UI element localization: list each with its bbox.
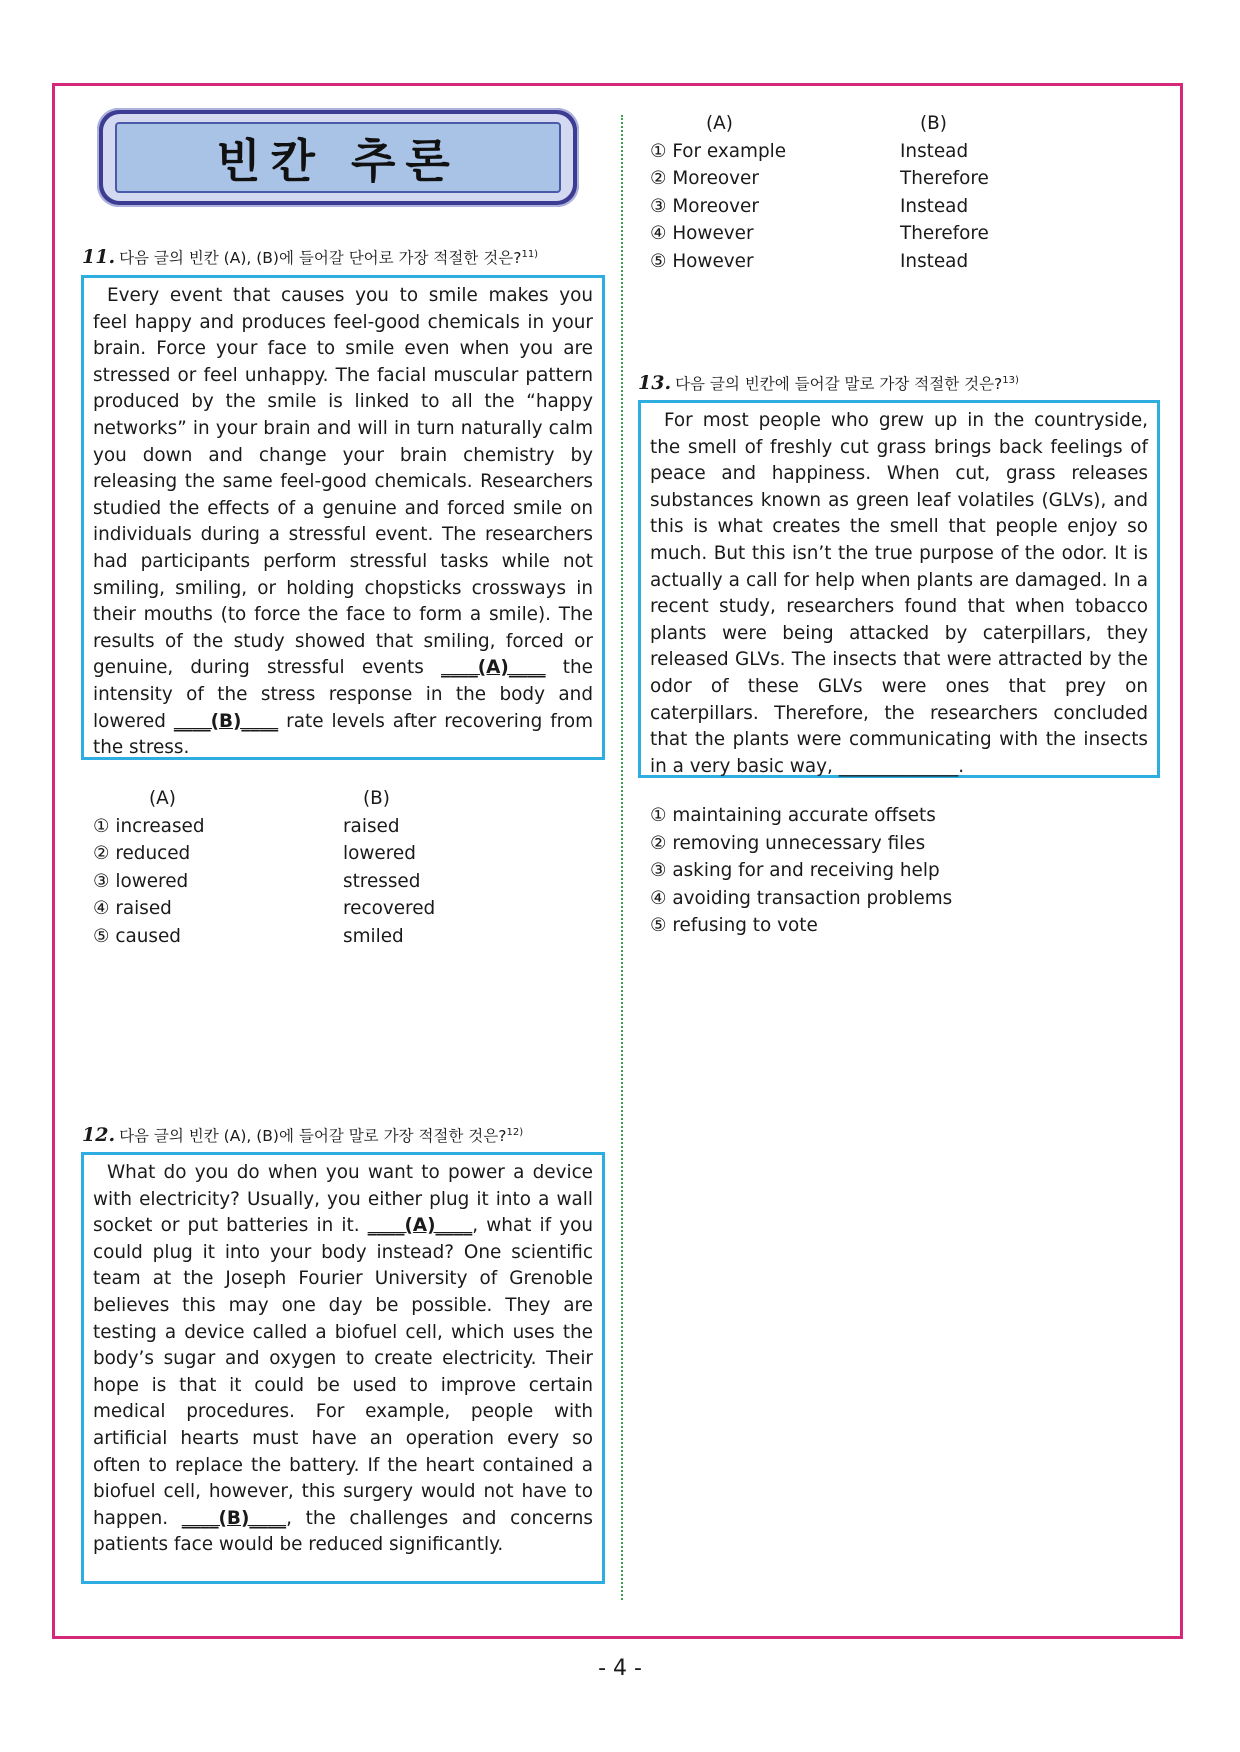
title-banner-inner bbox=[115, 122, 561, 193]
q11-option-4-b: recovered bbox=[343, 898, 436, 919]
q13-blank: _____________. bbox=[838, 755, 965, 777]
q13-passage-box bbox=[638, 400, 1160, 778]
q11-blank-a: ____(A)____ bbox=[441, 657, 546, 679]
q12-option-3-a: ③ Moreover bbox=[650, 195, 759, 217]
q12-prompt: 다음 글의 빈칸 (A), (B)에 들어갈 말로 가장 적절한 것은? bbox=[119, 1127, 507, 1145]
q11-option-1-b: raised bbox=[343, 815, 400, 837]
q11-blank-b: ____(B)____ bbox=[173, 710, 279, 732]
q11-option-4[interactable] bbox=[93, 895, 435, 923]
q13-choice-5[interactable]: ⑤ refusing to vote bbox=[650, 915, 818, 936]
q13-choice-1[interactable]: ① maintaining accurate offsets bbox=[650, 805, 936, 826]
q11-option-2-b: lowered bbox=[343, 843, 416, 864]
q11-option-2[interactable] bbox=[93, 840, 435, 868]
q11-passage-part2: the intensity of the stress response in the body and lowered bbox=[93, 657, 593, 732]
q12-blank-b: ____(B)____ bbox=[181, 1507, 287, 1529]
q11-option-4-a: ④ raised bbox=[93, 898, 172, 919]
q12-option-5-a: ⑤ However bbox=[650, 250, 754, 272]
q11-options bbox=[93, 785, 435, 950]
q12-option-5-b: Instead bbox=[900, 250, 969, 272]
q13-choices bbox=[650, 802, 952, 940]
q11-passage-part3: rate levels after recovering from the stress. bbox=[93, 710, 593, 759]
q13-choice-2[interactable]: ② removing unnecessary files bbox=[650, 832, 926, 854]
q13-footnote: 13) bbox=[1002, 374, 1019, 386]
q12-option-1-b: Instead bbox=[900, 140, 969, 162]
q12-option-2-a: ② Moreover bbox=[650, 168, 759, 189]
q13-prompt: 다음 글의 빈칸에 들어갈 말로 가장 적절한 것은? bbox=[675, 375, 1003, 393]
q12-passage bbox=[93, 1160, 593, 1559]
q11-option-3[interactable] bbox=[93, 868, 435, 896]
q12-header-a: (A) bbox=[706, 113, 733, 134]
q12-option-4-b: Therefore bbox=[900, 223, 989, 244]
q11-option-5-b: smiled bbox=[343, 925, 404, 947]
title-banner bbox=[97, 108, 579, 207]
q11-heading bbox=[82, 246, 538, 268]
q12-options bbox=[650, 110, 989, 275]
q11-options-header bbox=[93, 785, 435, 813]
q11-header-a: (A) bbox=[149, 788, 176, 809]
q12-footnote: 12) bbox=[506, 1126, 524, 1138]
page-number: - 4 - bbox=[598, 1656, 642, 1681]
column-divider bbox=[621, 115, 623, 1600]
q11-prompt: 다음 글의 빈칸 (A), (B)에 들어갈 단어로 가장 적절한 것은? bbox=[119, 249, 522, 267]
q12-option-5[interactable] bbox=[650, 248, 989, 276]
q12-heading bbox=[82, 1124, 523, 1146]
q12-option-1[interactable] bbox=[650, 138, 989, 166]
q11-option-3-b: stressed bbox=[343, 870, 421, 892]
q12-option-2-b: Therefore bbox=[900, 168, 989, 189]
q11-number: 11. bbox=[82, 246, 116, 268]
title-banner-mid bbox=[103, 114, 573, 201]
q12-passage-box bbox=[81, 1152, 605, 1584]
q12-option-4[interactable] bbox=[650, 220, 989, 248]
q11-passage bbox=[93, 283, 593, 762]
q12-option-3-b: Instead bbox=[900, 195, 969, 217]
q13-choice-3[interactable]: ③ asking for and receiving help bbox=[650, 860, 940, 881]
q12-option-1-a: ① For example bbox=[650, 140, 787, 162]
q12-option-3[interactable] bbox=[650, 193, 989, 221]
q12-number: 12. bbox=[82, 1124, 116, 1146]
q11-option-5-a: ⑤ caused bbox=[93, 925, 181, 947]
q12-option-2[interactable] bbox=[650, 165, 989, 193]
q12-header-b: (B) bbox=[920, 113, 947, 134]
q11-header-b: (B) bbox=[363, 788, 390, 809]
q13-choice-4[interactable]: ④ avoiding transaction problems bbox=[650, 887, 953, 909]
q13-heading bbox=[638, 372, 1019, 394]
q12-passage-part2: , what if you could plug it into your body instead? One scientific team at the Joseph Fourier University of Grenoble believes this may one day be possible. They are testing a device called a biofuel cell, which uses the body’s sugar and oxygen to create electricity. Their hope is that it could be used to improve certain medical procedures. For example, people with artificial hearts must have an operation every so often to replace the battery. If the heart contained a biofuel cell, however, this surgery would not have to happen. bbox=[93, 1215, 593, 1529]
q11-footnote: 11) bbox=[521, 248, 539, 260]
section-title: 빈칸 추론 bbox=[216, 133, 460, 188]
q11-option-1[interactable] bbox=[93, 813, 435, 841]
q11-option-5[interactable] bbox=[93, 923, 435, 951]
q12-passage-part1: What do you do when you want to power a device with electricity? Usually, you either plug it into a wall socket or put batteries in it. bbox=[93, 1162, 593, 1237]
q13-number: 13. bbox=[638, 372, 672, 394]
q11-option-3-a: ③ lowered bbox=[93, 870, 189, 892]
q12-option-4-a: ④ However bbox=[650, 223, 754, 244]
q11-option-1-a: ① increased bbox=[93, 815, 205, 837]
q12-passage-part3: , the challenges and concerns patients face would be reduced significantly. bbox=[93, 1507, 593, 1556]
q12-options-header bbox=[650, 110, 989, 138]
q11-option-2-a: ② reduced bbox=[93, 843, 191, 864]
q13-passage-text: For most people who grew up in the countryside, the smell of freshly cut grass brings back feelings of peace and happiness. When cut, grass releases substances known as green leaf volatiles (GLVs), and this is what creates the smell that people enjoy so much. But this isn’t the true purpose of the odor. It is actually a call for help when plants are damaged. In a recent study, researchers found that when tobacco plants were being attacked by caterpillars, they released GLVs. The insects that were attracted by the odor of these GLVs were ones that prey on caterpillars. Therefore, the researchers concluded that the plants were communicating with the insects in a very basic way, bbox=[650, 410, 1148, 777]
q11-passage-part1: Every event that causes you to smile makes you feel happy and produces feel-good chemicals in your brain. Force your face to smile even when you are stressed or feel unhappy. The facial muscular pattern produced by the smile is linked to all the “happy networks” in your brain and will in turn naturally calm you down and change your brain chemistry by releasing the same feel-good chemicals. Researchers studied the effects of a genuine and forced smile on individuals during a stressful event. The researchers had participants perform stressful tasks while not smiling, smiling, or holding chopsticks crossways in their mouths (to force the face to form a smile). The results of the study showed that smiling, forced or genuine, during stressful events bbox=[93, 285, 593, 679]
q13-passage bbox=[650, 408, 1148, 780]
q12-blank-a: ____(A)____ bbox=[367, 1215, 473, 1237]
q11-passage-box bbox=[81, 275, 605, 760]
